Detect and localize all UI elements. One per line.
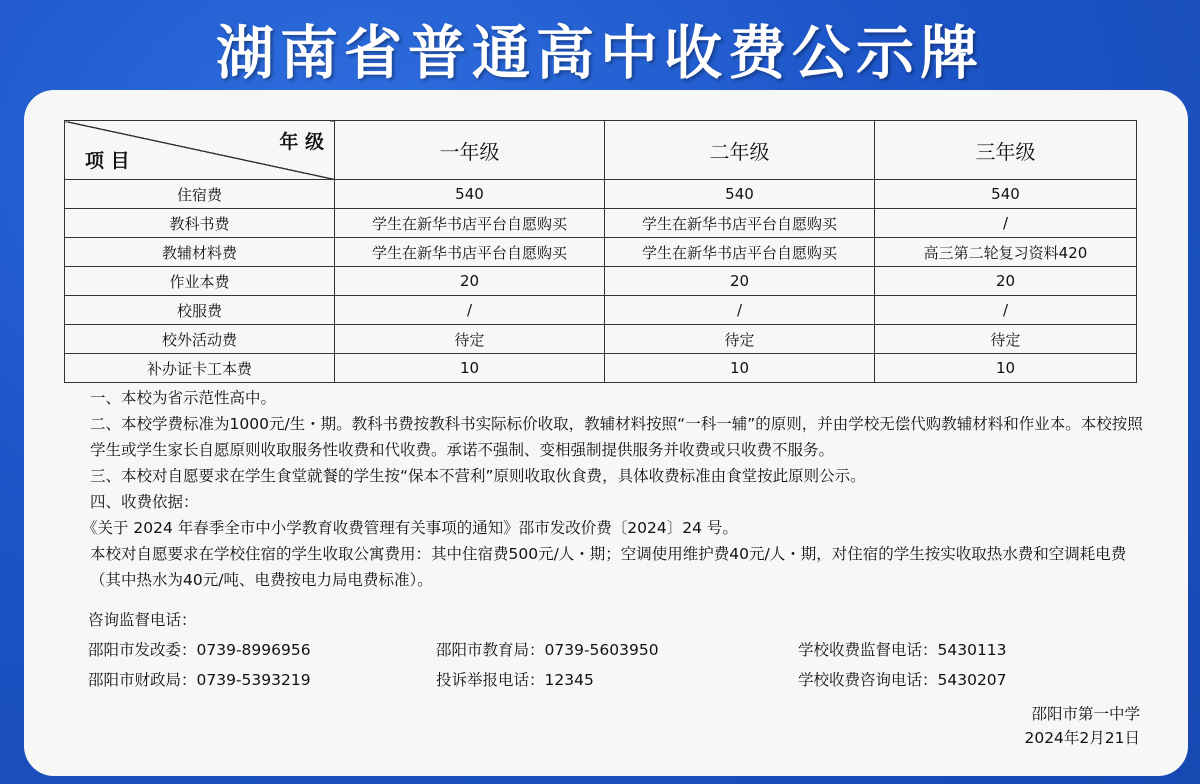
table-cell: 待定 [335, 325, 605, 354]
table-cell: 20 [605, 267, 875, 296]
contact-item: 邵阳市财政局：0739-5393219 [88, 671, 311, 689]
row-item-label: 教辅材料费 [65, 238, 335, 267]
row-item-label: 校外活动费 [65, 325, 335, 354]
table-header-row [65, 121, 1137, 180]
note-4-heading: 四、收费依据： [90, 493, 199, 511]
table-cell: / [875, 209, 1137, 238]
table-row [65, 296, 1137, 325]
table-cell: 学生在新华书店平台自愿购买 [605, 209, 875, 238]
note-2: 二、本校学费标准为1000元/生・期。教科书费按教科书实际标价收取，教辅材料按照“一科一辅”的原则，并由学校无偿代购教辅材料和作业本。本校按照学生或学生家长自愿原则收取服务性收费和代收费。承诺不强制、变相强制提供服务并收费或只收费不服务。 [90, 415, 1143, 459]
table-cell: / [335, 296, 605, 325]
contacts-section [88, 608, 1148, 698]
table-row [65, 267, 1137, 296]
corner-item-label: 项 目 [85, 150, 130, 172]
column-header-grade3: 三年级 [875, 121, 1137, 180]
row-item-label: 校服费 [65, 296, 335, 325]
table-cell: 20 [335, 267, 605, 296]
table-cell: 540 [605, 180, 875, 209]
column-header-grade1: 一年级 [335, 121, 605, 180]
contacts-row [88, 638, 1148, 668]
signature-block [1024, 702, 1140, 750]
table-cell: 学生在新华书店平台自愿购买 [335, 238, 605, 267]
table-cell: 540 [335, 180, 605, 209]
page-title: 湖南省普通高中收费公示牌 [215, 19, 984, 87]
contact-item: 邵阳市发改委：0739-8996956 [88, 641, 311, 659]
table-cell: 540 [875, 180, 1137, 209]
row-item-label: 教科书费 [65, 209, 335, 238]
table-cell: 学生在新华书店平台自愿购买 [605, 238, 875, 267]
table-cell: / [875, 296, 1137, 325]
table-row [65, 325, 1137, 354]
table-row [65, 180, 1137, 209]
contact-item: 学校收费监督电话：5430113 [798, 641, 1007, 659]
notes-section [58, 385, 1148, 593]
contact-item: 邵阳市教育局：0739-5603950 [436, 641, 659, 659]
table-cell: 高三第二轮复习资料420 [875, 238, 1137, 267]
table-row [65, 354, 1137, 383]
school-name: 邵阳市第一中学 [1031, 705, 1140, 723]
column-header-grade2: 二年级 [605, 121, 875, 180]
table-cell: 20 [875, 267, 1137, 296]
table-cell: 10 [875, 354, 1137, 383]
fee-table [64, 120, 1137, 383]
corner-grade-label: 年 级 [279, 131, 324, 153]
contacts-row [88, 668, 1148, 698]
table-cell: / [605, 296, 875, 325]
issue-date: 2024年2月21日 [1024, 729, 1140, 747]
dorm-fee-note: 本校对自愿要求在学校住宿的学生收取公寓费用：其中住宿费500元/人・期；空调使用维护费40元/人・期，对住宿的学生按实收取热水费和空调耗电费（其中热水为40元/吨、电费按电力局电费标准）。 [90, 545, 1127, 589]
note-3: 三、本校对自愿要求在学生食堂就餐的学生按“保本不营利”原则收取伙食费，具体收费标准由食堂按此原则公示。 [90, 467, 866, 485]
row-item-label: 住宿费 [65, 180, 335, 209]
notice-panel [24, 90, 1188, 776]
table-cell: 学生在新华书店平台自愿购买 [335, 209, 605, 238]
row-item-label: 作业本费 [65, 267, 335, 296]
table-cell: 10 [335, 354, 605, 383]
contact-item: 投诉举报电话：12345 [436, 671, 594, 689]
fee-basis-document: 《关于 2024 年春季全市中小学教育收费管理有关事项的通知》邵市发改价费〔2024〕24 号。 [82, 519, 738, 537]
contact-item: 学校收费咨询电话：5430207 [798, 671, 1007, 689]
table-corner-cell [65, 121, 335, 180]
table-row [65, 238, 1137, 267]
table-cell: 待定 [875, 325, 1137, 354]
table-row [65, 209, 1137, 238]
contacts-header: 咨询监督电话： [88, 611, 197, 629]
table-cell: 待定 [605, 325, 875, 354]
row-item-label: 补办证卡工本费 [65, 354, 335, 383]
note-1: 一、本校为省示范性高中。 [90, 389, 277, 407]
table-cell: 10 [605, 354, 875, 383]
